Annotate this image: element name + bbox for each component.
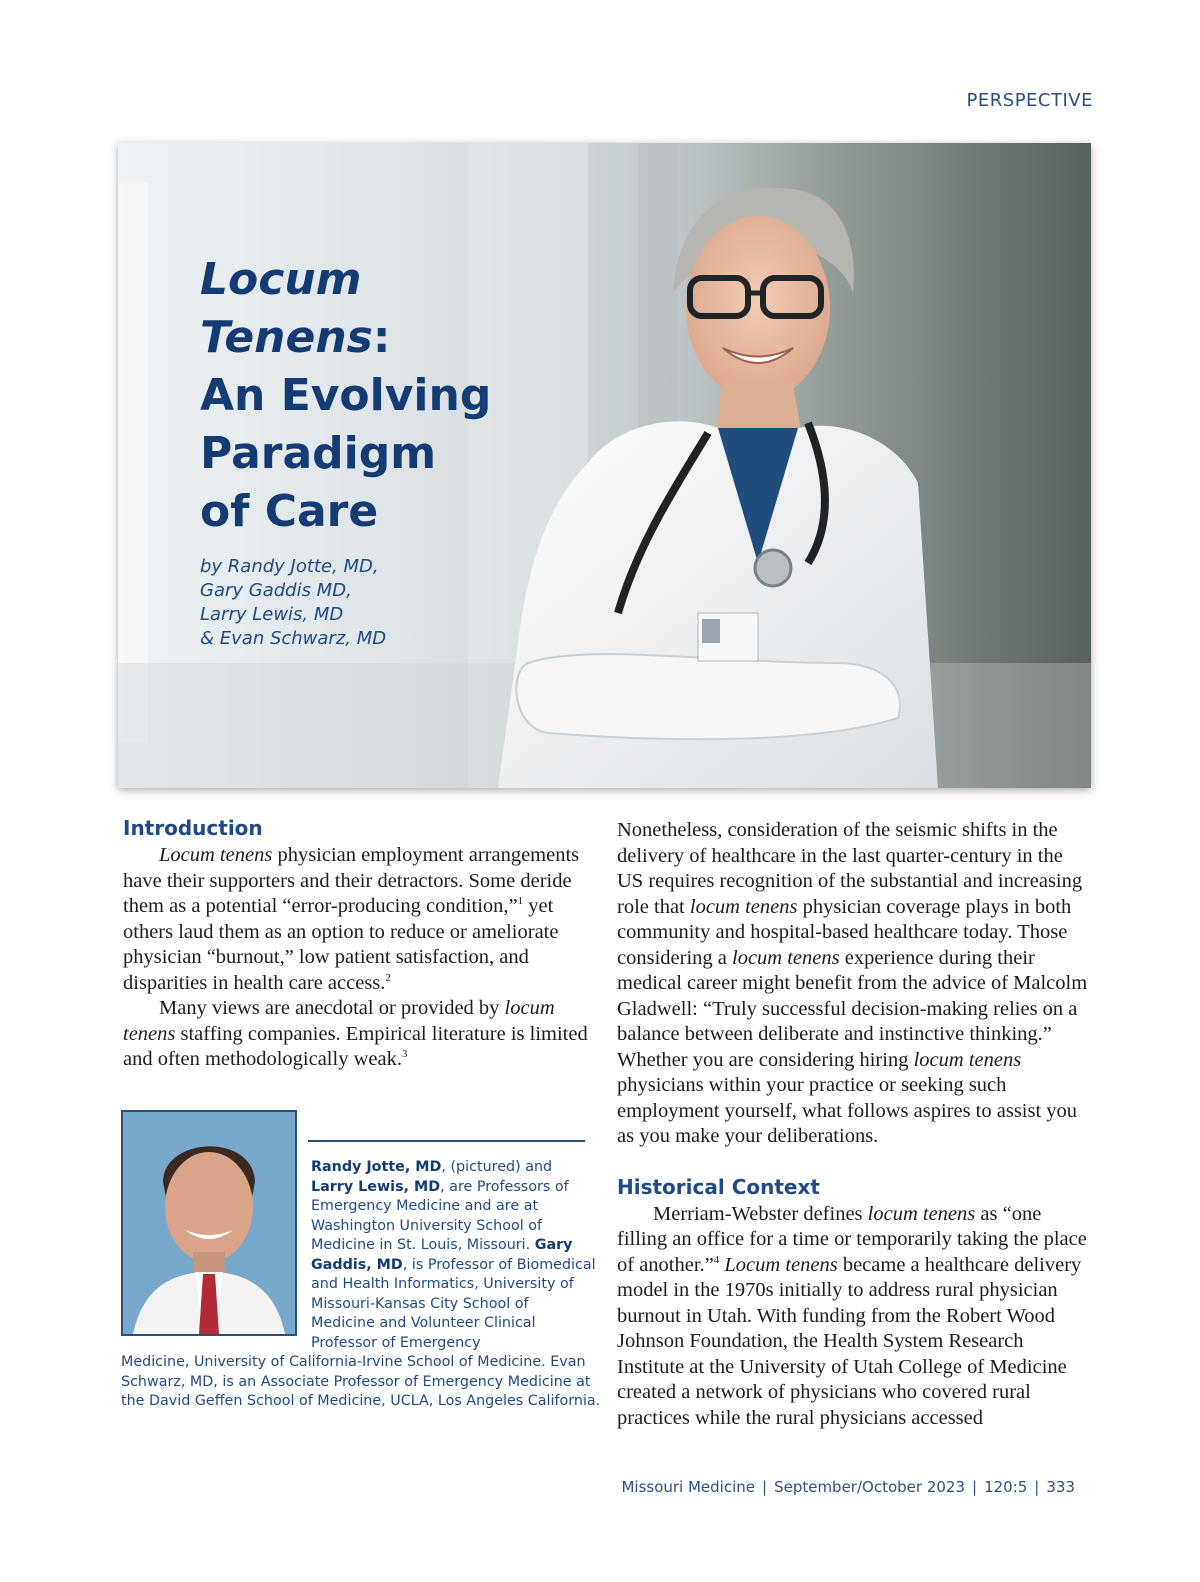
title-line-evolving: An Evolving xyxy=(200,370,492,421)
right-p1-text-c: experience during their medical career might benefit from the advice of Malcolm Gladwell: “Truly successful decision-making relies on a balance between deliberate and instinctive thinking.” Whether you are considering hiring xyxy=(617,946,1088,1071)
citation-4: 4 xyxy=(713,1253,720,1266)
right-paragraph-2 xyxy=(617,1202,1092,1432)
intro-paragraph-2 xyxy=(123,996,598,1073)
intro-p1-text-a: physician employment arrangements have their supporters and their detractors. Some deride them as a potential “error-producing condition,” xyxy=(123,844,580,917)
article-title xyxy=(200,251,491,541)
bio-divider xyxy=(308,1140,585,1142)
footer-journal: Missouri Medicine xyxy=(621,1478,755,1496)
footer-issue: September/October 2023 xyxy=(774,1478,965,1496)
right-p2-text-a: Merriam-Webster defines xyxy=(653,1202,868,1225)
intro-p2-text-b: staffing companies. Empirical literature is limited and often methodologically weak. xyxy=(123,1022,588,1070)
bio-name-gaddis: Gary Gaddis, MD xyxy=(311,1237,573,1273)
title-colon: : xyxy=(372,312,391,363)
right-p1-em-3: locum tenens xyxy=(913,1048,1022,1071)
title-word-locum: Locum xyxy=(200,254,362,305)
title-line-paradigm: Paradigm xyxy=(200,428,437,479)
intro-p1-em: Locum tenens xyxy=(159,844,273,866)
bio-name-lewis: Larry Lewis, MD xyxy=(311,1178,441,1195)
byline-author-2: Gary Gaddis MD, xyxy=(200,580,352,601)
intro-paragraph-1 xyxy=(123,843,598,996)
citation-3: 3 xyxy=(401,1048,408,1061)
heading-historical-context: Historical Context xyxy=(617,1174,820,1199)
footer-separator: | xyxy=(1034,1478,1040,1496)
right-column xyxy=(617,818,1092,1431)
bio-text-1: , (pictured) and xyxy=(441,1159,553,1175)
right-p1-text-a: Nonetheless, consideration of the seismic shifts in the delivery of healthcare in the last quarter-century in the US requires recognition of the substantial and increasing role that xyxy=(617,819,1083,918)
citation-2: 2 xyxy=(385,971,391,984)
footer-separator: | xyxy=(762,1478,768,1496)
bio-name-jotte: Randy Jotte, MD xyxy=(311,1159,442,1175)
byline-author-4: & Evan Schwarz, MD xyxy=(200,628,387,649)
page-footer xyxy=(621,1478,1075,1496)
title-line-care: of Care xyxy=(200,486,379,537)
intro-p2-text-a: Many views are anecdotal or provided by xyxy=(159,997,505,1019)
author-bio-continued: Medicine, University of California-Irvine School of Medicine. Evan Schwarz, MD, is an Associate Professor of Emergency Medicine at the David Geffen School of Medicine, UCLA, Los Angeles California. xyxy=(121,1354,601,1409)
footer-page-number: 333 xyxy=(1046,1478,1075,1496)
author-photo xyxy=(121,1110,297,1336)
byline-author-3: Larry Lewis, MD xyxy=(200,604,344,625)
byline xyxy=(200,555,386,651)
right-paragraph-1 xyxy=(617,818,1092,1150)
author-portrait xyxy=(123,1112,295,1334)
right-p2-text-c: became a healthcare delivery model in the 1970s initially to address rural physician burnout in Utah. With funding from the Robert Wood Johnson Foundation, the Health System Research Institute at the University of Utah College of Medicine created a network of physicians who covered rural practices while the rural physicians accessed xyxy=(617,1253,1082,1429)
right-p2-em-2: Locum tenens xyxy=(719,1253,838,1276)
title-word-tenens: Tenens xyxy=(200,312,373,363)
intro-p2-em: locum tenens xyxy=(123,997,555,1045)
hero-image xyxy=(118,143,1091,788)
right-p2-em-1: locum tenens xyxy=(867,1202,976,1225)
citation-1: 1 xyxy=(517,895,524,908)
right-p1-text-d: physicians within your practice or seeking such employment yourself, what follows aspires to assist you as you make your deliberations. xyxy=(617,1074,1078,1147)
section-label: PERSPECTIVE xyxy=(966,90,1093,111)
intro-p1-text-b: yet others laud them as an option to reduce or ameliorate physician “burnout,” low patient satisfaction, and disparities in health care access. xyxy=(123,895,559,994)
left-column xyxy=(123,815,598,1073)
author-bio xyxy=(311,1158,596,1353)
footer-volume: 120:5 xyxy=(984,1478,1028,1496)
right-p2-text-b: as “one filling an office for a time or temporarily taking the place of another.” xyxy=(617,1202,1087,1276)
right-p1-em-2: locum tenens xyxy=(732,946,840,969)
heading-introduction: Introduction xyxy=(123,816,263,840)
bio-text-2: , are Professors of Emergency Medicine and are at Washington University School of Medicine in St. Louis, Missouri. xyxy=(311,1178,569,1253)
byline-author-1: by Randy Jotte, MD, xyxy=(200,556,379,577)
footer-separator: | xyxy=(972,1478,978,1496)
right-p1-text-b: physician coverage plays in both community and hospital-based healthcare today. Those considering a xyxy=(617,895,1072,969)
bio-text-3: , is Professor of Biomedical and Health Informatics, University of Missouri-Kansas City School of Medicine and Volunteer Clinical Professor of Emergency xyxy=(311,1256,596,1351)
right-p1-em-1: locum tenens xyxy=(689,895,798,918)
